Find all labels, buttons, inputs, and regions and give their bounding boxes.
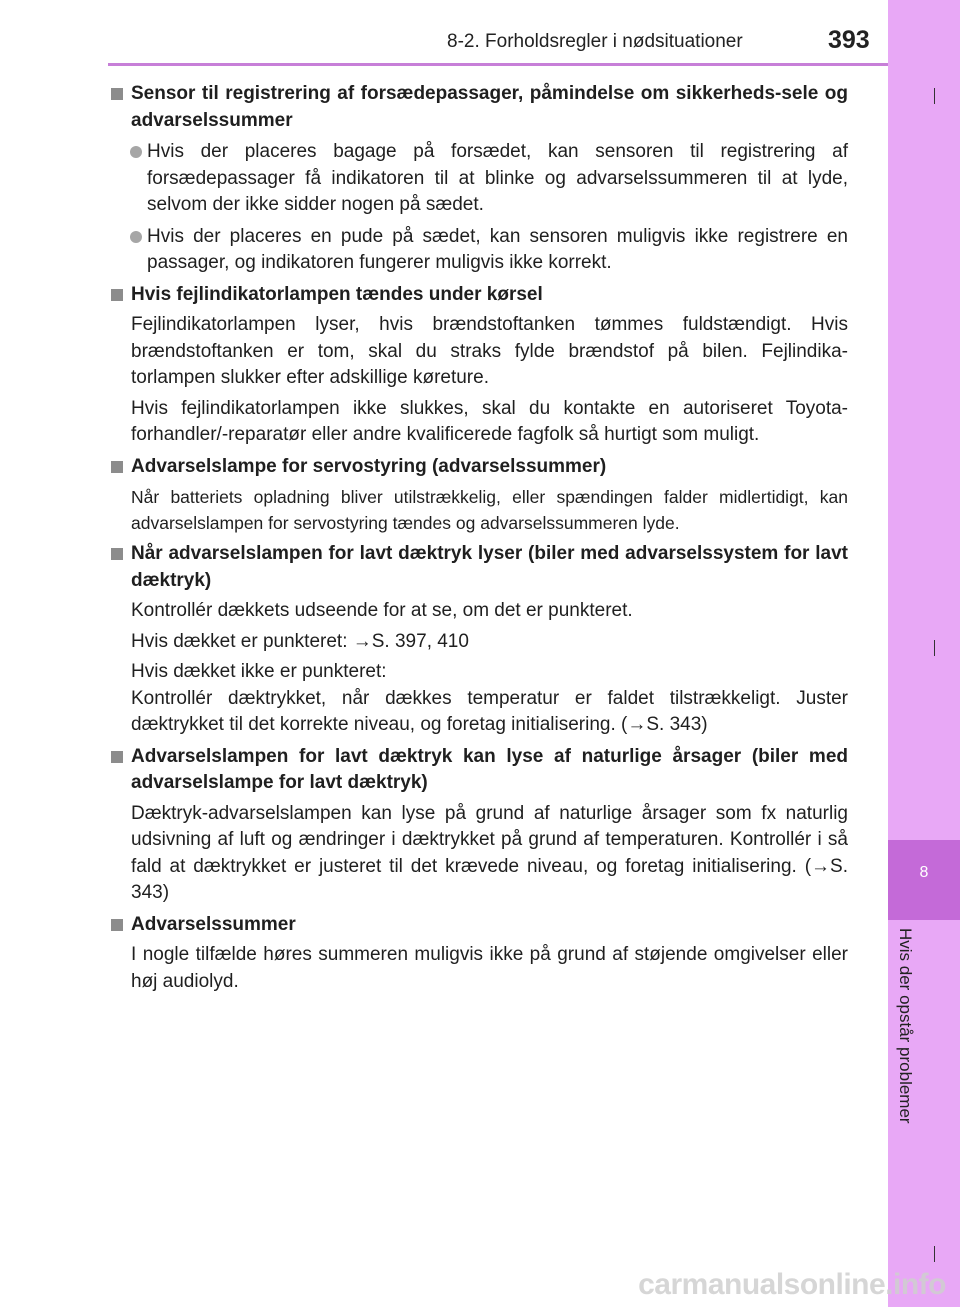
header-rule xyxy=(108,63,888,66)
body-paragraph: Hvis fejlindikatorlampen ikke slukkes, skal du kontakte en autoriseret Toyota-forhandler/-reparatør eller andre kvalificerede fagfolk så hurtigt som muligt. xyxy=(131,397,848,445)
square-bullet-icon xyxy=(111,461,123,473)
chapter-title: Hvis der opstår problemer xyxy=(896,928,915,1124)
section-header-title: 8-2. Forholdsregler i nødsituationer xyxy=(447,31,743,52)
page-content xyxy=(108,76,848,995)
crop-mark xyxy=(934,640,935,656)
chapter-number: 8 xyxy=(919,864,929,881)
body-paragraph: Hvis dækket ikke er punkteret: xyxy=(131,661,387,682)
square-bullet-icon xyxy=(111,751,123,763)
body-paragraph: Dæktryk-advarselslampen kan lyse på grund af naturlige årsager som fx naturlig udsivning af luft og ændringer i dæktrykket på grund af temperaturen. Kontrollér i så fald at dæktrykket er justeret til det krævede niveau, og foretag initialisering. (→S. 343) xyxy=(131,802,848,903)
body-paragraph: I nogle tilfælde høres summeren muligvis ikke på grund af støjende omgivelser eller høj audiolyd. xyxy=(131,944,848,992)
section-heading: Advarselslampen for lavt dæktryk kan lyse af naturlige årsager (biler med advarselslampe for lavt dæktryk) xyxy=(108,744,848,797)
watermark: carmanualsonline.info xyxy=(638,1268,946,1301)
body-paragraph: Når batteriets opladning bliver utilstrækkelig, eller spændingen falder midlertidigt, kan advarselslampen for servostyring tændes og advarselssummeren lyde. xyxy=(131,487,848,533)
square-bullet-icon xyxy=(111,88,123,100)
body-paragraph: Kontrollér dæktrykket, når dækkes temperatur er faldet tilstrækkeligt. Juster dæktrykket til det korrekte niveau, og foretag initialisering. (→S. 343) xyxy=(131,687,848,735)
square-bullet-icon xyxy=(111,289,123,301)
round-bullet-icon xyxy=(130,146,142,158)
section-heading: Sensor til registrering af forsædepassager, påmindelse om sikkerheds-sele og advarselssummer xyxy=(108,81,848,134)
body-paragraph: Hvis dækket er punkteret: →S. 397, 410 xyxy=(131,630,469,652)
section-heading: Når advarselslampen for lavt dæktryk lyser (biler med advarselssystem for lavt dæktryk) xyxy=(108,541,848,594)
body-paragraph: Kontrollér dækkets udseende for at se, om det er punkteret. xyxy=(131,600,633,621)
body-paragraph: Fejlindikatorlampen lyser, hvis brændstoftanken tømmes fuldstændigt. Hvis brændstoftanken er tom, skal du straks fylde brændstof på bilen. Fejlindika-torlampen slukker efter adskillige køreture. xyxy=(131,314,848,388)
bullet-item: Hvis der placeres bagage på forsædet, kan sensoren til registrering af forsædepassager få indikatoren til at blinke og advarselssummeren til at lyde, selvom der ikke sidder nogen på sædet. xyxy=(108,139,848,219)
bullet-item: Hvis der placeres en pude på sædet, kan sensoren muligvis ikke registrere en passager, og indikatoren fungerer muligvis ikke korrekt. xyxy=(108,224,848,277)
page-number: 393 xyxy=(828,26,870,54)
section-heading: Advarselslampe for servostyring (advarselssummer) xyxy=(108,454,848,481)
square-bullet-icon xyxy=(111,919,123,931)
crop-mark xyxy=(934,1246,935,1262)
crop-mark xyxy=(934,88,935,104)
section-heading: Hvis fejlindikatorlampen tændes under kørsel xyxy=(108,282,848,309)
section-heading: Advarselssummer xyxy=(108,912,848,939)
round-bullet-icon xyxy=(130,231,142,243)
square-bullet-icon xyxy=(111,548,123,560)
